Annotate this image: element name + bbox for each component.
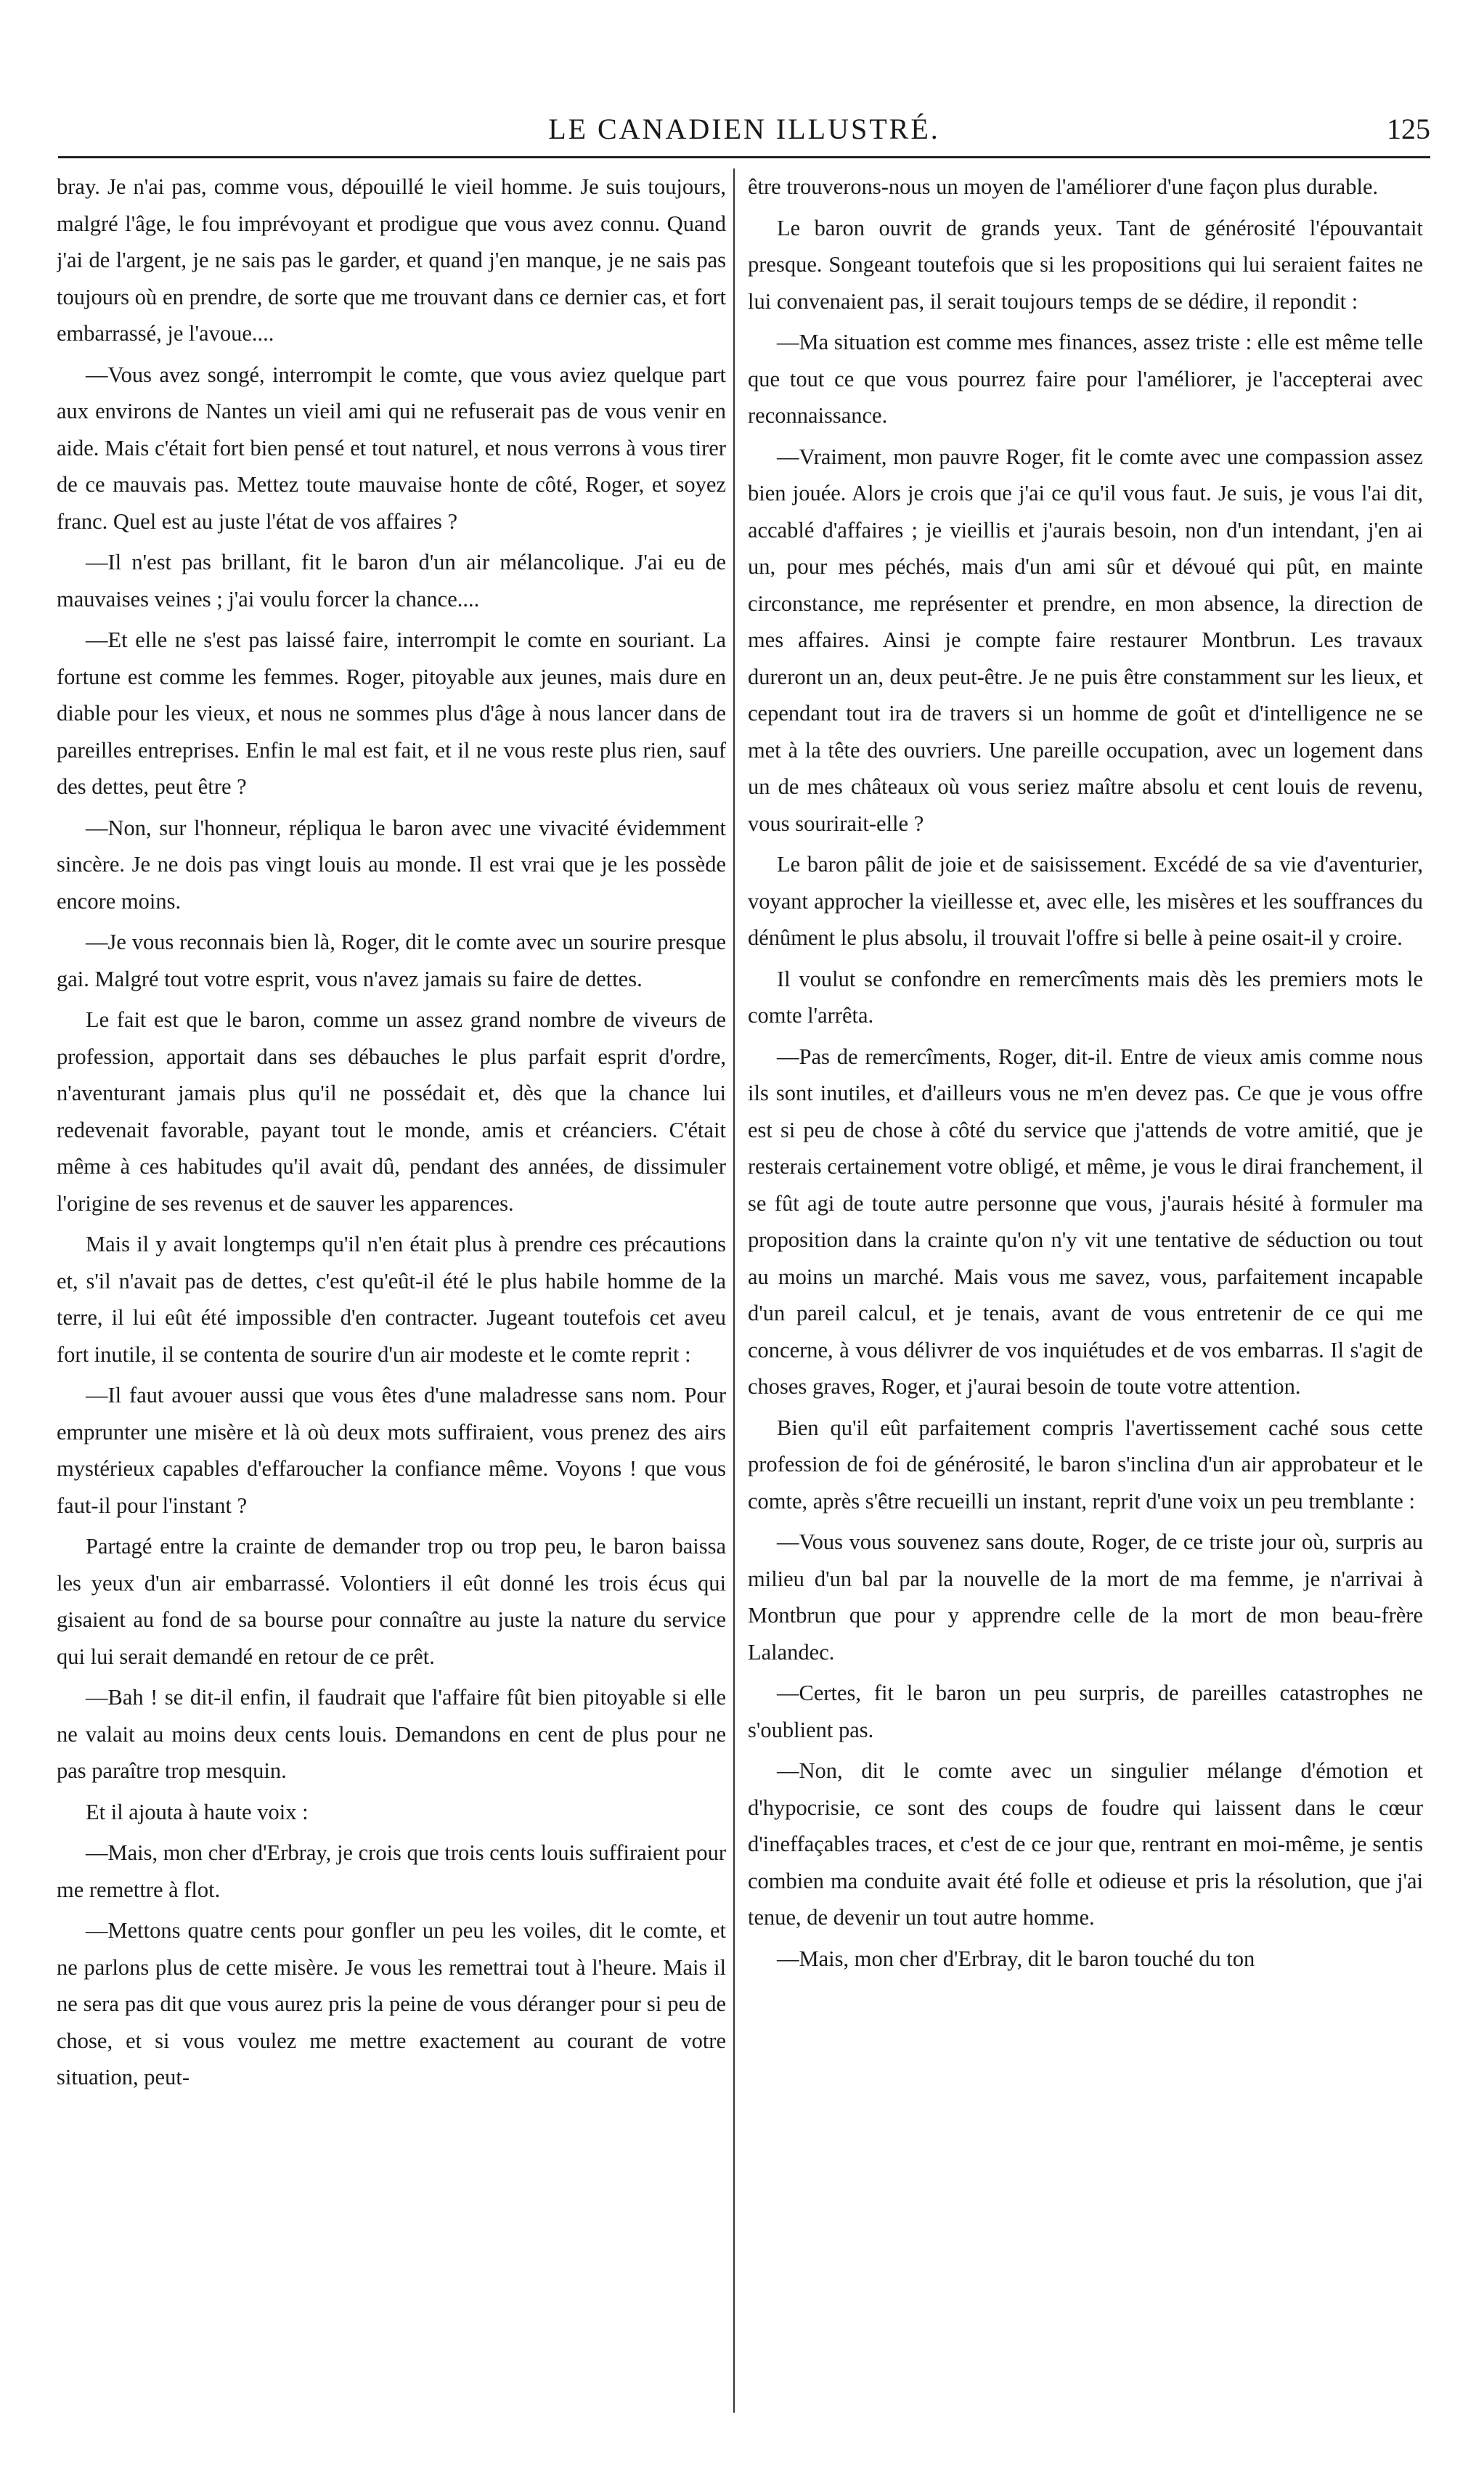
- publication-title: LE CANADIEN ILLUSTRÉ.: [548, 113, 940, 145]
- paragraph: —Il faut avouer aussi que vous êtes d'une maladresse sans nom. Pour emprunter une misère et là où deux mots suffiraient, vous prenez des airs mystérieux capables d'effaroucher la confiance même. Voyons ! que vous faut-il pour l'instant ?: [57, 1383, 726, 1518]
- paragraph: —Non, dit le comte avec un singulier mélange d'émotion et d'hypocrisie, ce sont des coups de foudre qui laissent dans le cœur d'ineffaçables traces, et c'est de ce jour que, rentrant en moi-même, je sentis combien ma conduite avait été folle et odieuse et pris la résolution, que j'ai tenue, de devenir un tout autre homme.: [748, 1758, 1423, 1930]
- paragraph: Bien qu'il eût parfaitement compris l'avertissement caché sous cette profession de foi de générosité, le baron s'inclina d'un air approbateur et le comte, après s'être recueilli un instant, reprit d'une voix un peu tremblante :: [748, 1415, 1423, 1514]
- paragraph: —Mettons quatre cents pour gonfler un peu les voiles, dit le comte, et ne parlons plus de cette misère. Je vous les remettrai tout à l'heure. Mais il ne sera pas dit que vous aurez pris la peine de vous déranger pour si peu de chose, et si vous voulez me mettre exactement au courant de votre situation, peut-: [57, 1918, 726, 2089]
- paragraph: —Vraiment, mon pauvre Roger, fit le comte avec une compassion assez bien jouée. Alors je crois que j'ai ce qu'il vous faut. Je suis, je vous l'ai dit, accablé d'affaires ; je vieillis et j'aurais besoin, non d'un intendant, j'en ai un, pour mes péchés, mais d'un ami sûr et dévoué qui pût, en mainte circonstance, me représenter et prendre, en mon absence, la direction de mes affaires. Ainsi je compte faire restaurer Montbrun. Les travaux dureront un an, deux peut-être. Je ne puis être constamment sur les lieux, et cependant tout ira de travers si un homme de goût et d'intelligence ne se met à la tête des ouvriers. Une pareille occupation, avec un logement dans un de mes châteaux où vous seriez maître absolu et cent louis de revenu, vous sourirait-elle ?: [748, 444, 1423, 836]
- paragraph: Le baron pâlit de joie et de saisissement. Excédé de sa vie d'aventurier, voyant approcher la vieillesse et, avec elle, les misères et les souffrances du dénûment le plus absolu, il trouvait l'offre si belle à peine osait-il y croire.: [748, 852, 1423, 950]
- paragraph: —Mais, mon cher d'Erbray, dit le baron touché du ton: [777, 1946, 1255, 1971]
- paragraph: Il voulut se confondre en remercîments mais dès les premiers mots le comte l'arrêta.: [748, 966, 1423, 1028]
- paragraph: —Mais, mon cher d'Erbray, je crois que trois cents louis suffiraient pour me remettre à flot.: [57, 1840, 726, 1902]
- paragraph: Le baron ouvrit de grands yeux. Tant de générosité l'épouvantait presque. Songeant toutefois que si les propositions qui lui seraient faites ne lui convenaient pas, il serait toujours temps de se dédire, il repondit :: [748, 215, 1423, 314]
- paragraph: —Certes, fit le baron un peu surpris, de pareilles catastrophes ne s'oublient pas.: [748, 1681, 1423, 1742]
- paragraph: —Et elle ne s'est pas laissé faire, interrompit le comte en souriant. La fortune est comme les femmes. Roger, pitoyable aux jeunes, mais dure en diable pour les vieux, et nous ne sommes plus d'âge à nous lancer dans de pareilles entreprises. Enfin le mal est fait, et il ne vous reste plus rien, sauf des dettes, peut être ?: [57, 627, 726, 799]
- header-rule: [58, 156, 1430, 158]
- paragraph: bray. Je n'ai pas, comme vous, dépouillé le vieil homme. Je suis toujours, malgré l'âge, le fou imprévoyant et prodigue que vous avez connu. Quand j'ai de l'argent, je ne sais pas le garder, et quand j'en manque, je ne sais pas toujours où en prendre, de sorte que me trouvant dans ce dernier cas, et fort embarrassé, je l'avoue....: [57, 174, 726, 346]
- paragraph: —Vous vous souvenez sans doute, Roger, de ce triste jour où, surpris au milieu d'un bal par la nouvelle de la mort de ma femme, je n'arrivai à Montbrun que pour y apprendre celle de la mort de mon beau-frère Lalandec.: [748, 1530, 1423, 1665]
- left-column: [57, 168, 726, 2420]
- paragraph: —Pas de remercîments, Roger, dit-il. Entre de vieux amis comme nous ils sont inutiles, et d'ailleurs vous ne m'en devez pas. Ce que je vous offre est si peu de chose à côté du service que j'attends de votre amitié, que je resterais certainement votre obligé, et même, je vous le dirai franchement, il se fût agi de toute autre personne que vous, j'aurais hésité à formuler ma proposition dans la crainte qu'on n'y vit une tentative de séduction ou tout au moins un marché. Mais vous me savez, vous, parfaitement incapable d'un pareil calcul, et je tenais, avant de vous entretenir de ce qui me concerne, à vous délivrer de vos inquiétudes et de vos embarras. Il s'agit de choses graves, Roger, et j'aurai besoin de toute votre attention.: [748, 1044, 1423, 1399]
- paragraph: —Vous avez songé, interrompit le comte, que vous aviez quelque part aux environs de Nantes un vieil ami qui ne refuserait pas de vous venir en aide. Mais c'était fort bien pensé et tout naturel, et nous verrons à vous tirer de ce mauvais pas. Mettez toute mauvaise honte de côté, Roger, et soyez franc. Quel est au juste l'état de vos affaires ?: [57, 362, 726, 534]
- paragraph: être trouverons-nous un moyen de l'améliorer d'une façon plus durable.: [748, 174, 1379, 199]
- paragraph: Partagé entre la crainte de demander trop ou trop peu, le baron baissa les yeux d'un air embarrassé. Volontiers il eût donné les trois écus qui gisaient au fond de sa bourse pour connaître au juste la nature du service qui lui serait demandé en retour de ce prêt.: [57, 1534, 726, 1669]
- paragraph: —Non, sur l'honneur, répliqua le baron avec une vivacité évidemment sincère. Je ne dois pas vingt louis au monde. Il est vrai que je les possède encore moins.: [57, 815, 726, 914]
- page-header: [58, 109, 1430, 153]
- paragraph: —Il n'est pas brillant, fit le baron d'un air mélancolique. J'ai eu de mauvaises veines ; j'ai voulu forcer la chance....: [57, 550, 726, 612]
- paragraph: —Ma situation est comme mes finances, assez triste : elle est même telle que tout ce que vous pourrez faire pour l'améliorer, je l'accepterai avec reconnaissance.: [748, 330, 1423, 428]
- paragraph: Et il ajouta à haute voix :: [86, 1799, 309, 1824]
- column-divider: [733, 168, 735, 2413]
- paragraph: —Je vous reconnais bien là, Roger, dit le comte avec un sourire presque gai. Malgré tout votre esprit, vous n'avez jamais su faire de dettes.: [57, 930, 726, 991]
- paragraph: Le fait est que le baron, comme un assez grand nombre de viveurs de profession, apportait dans ses débauches le plus parfait esprit d'ordre, n'aventurant jamais plus qu'il ne possédait et, dès que la chance lui redevenait favorable, payant tout le monde, amis et créanciers. C'était même à ces habitudes qu'il avait dû, pendant des années, de dissimuler l'origine de ses revenus et de sauver les apparences.: [57, 1007, 726, 1216]
- paragraph: Mais il y avait longtemps qu'il n'en était plus à prendre ces précautions et, s'il n'avait pas de dettes, c'est qu'eût-il été le plus habile homme de la terre, il lui eût été impossible d'en contracter. Jugeant toutefois cet aveu fort inutile, il se contenta de sourire d'un air modeste et le comte reprit :: [57, 1232, 726, 1367]
- page-number: 125: [1387, 113, 1430, 145]
- paragraph: —Bah ! se dit-il enfin, il faudrait que l'affaire fût bien pitoyable si elle ne valait au moins deux cents louis. Demandons en cent de plus pour ne pas paraître trop mesquin.: [57, 1685, 726, 1783]
- right-column: [748, 168, 1423, 2420]
